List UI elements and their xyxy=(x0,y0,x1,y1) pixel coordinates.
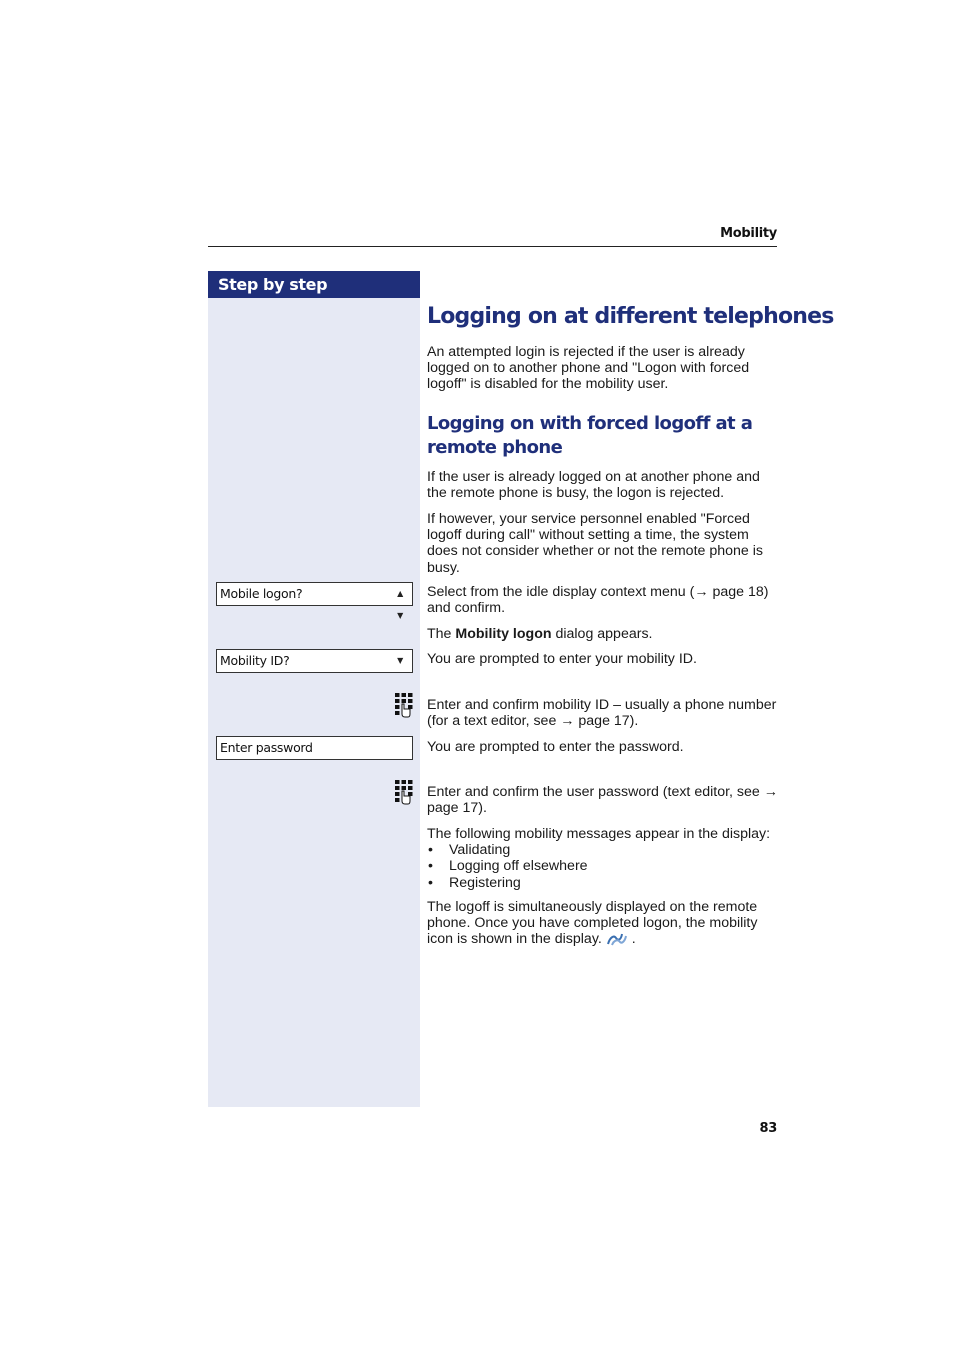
paragraph-1: If the user is already logged on at another phone and the remote phone is busy, the logon is rejected. xyxy=(427,469,760,502)
step-select-menu: Select from the idle display context menu (→ page 18) and confirm. xyxy=(427,584,769,617)
list-item: • Logging off elsewhere xyxy=(427,858,779,874)
page-title: Logging on at different telephones xyxy=(427,304,834,329)
step-dialog-appears: The Mobility logon dialog appears. xyxy=(427,626,653,642)
step-prompt-id: You are prompted to enter your mobility ID. xyxy=(427,651,697,667)
page-number: 83 xyxy=(759,1121,777,1136)
section-title: Logging on with forced logoff at a remote phone xyxy=(427,413,753,458)
dialog-label: Mobility ID? xyxy=(220,653,290,668)
step-enter-id: Enter and confirm mobility ID – usually a phone number (for a text editor, see → page 17). xyxy=(427,697,777,730)
down-icon: ▼ xyxy=(397,656,403,665)
messages-intro: The following mobility messages appear in the display: xyxy=(427,826,771,842)
sidebar-heading: Step by step xyxy=(208,271,420,298)
messages-block xyxy=(427,826,779,891)
messages-list xyxy=(427,842,779,891)
list-item: • Registering xyxy=(427,875,779,891)
list-item: • Validating xyxy=(427,842,779,858)
dialog-enter-password xyxy=(216,736,413,760)
keypad-icon xyxy=(394,779,414,805)
mobility-icon xyxy=(606,931,628,947)
header-rule xyxy=(208,246,777,247)
running-header: Mobility xyxy=(720,226,777,241)
dialog-label: Mobile logon? xyxy=(220,586,303,601)
up-down-icon: ▲ ▼ xyxy=(397,589,403,620)
step-enter-password: Enter and confirm the user password (text editor, see → page 17). xyxy=(427,784,778,817)
dialog-mobility-id xyxy=(216,649,413,673)
step-sidebar xyxy=(208,271,420,1107)
dialog-label: Enter password xyxy=(220,740,313,755)
dialog-mobile-logon xyxy=(216,582,413,620)
closing-paragraph: The logoff is simultaneously displayed on the remote phone. Once you have completed logon, the mobility icon is shown in the display. . xyxy=(427,899,758,948)
keypad-icon xyxy=(394,692,414,718)
paragraph-2: If however, your service personnel enabled "Forced logoff during call" without setting a time, the system does not consider whether or not the remote phone is busy. xyxy=(427,511,763,576)
intro-paragraph: An attempted login is rejected if the user is already logged on to another phone and "Logon with forced logoff" is disabled for the mobility user. xyxy=(427,344,750,393)
step-prompt-password: You are prompted to enter the password. xyxy=(427,739,684,755)
